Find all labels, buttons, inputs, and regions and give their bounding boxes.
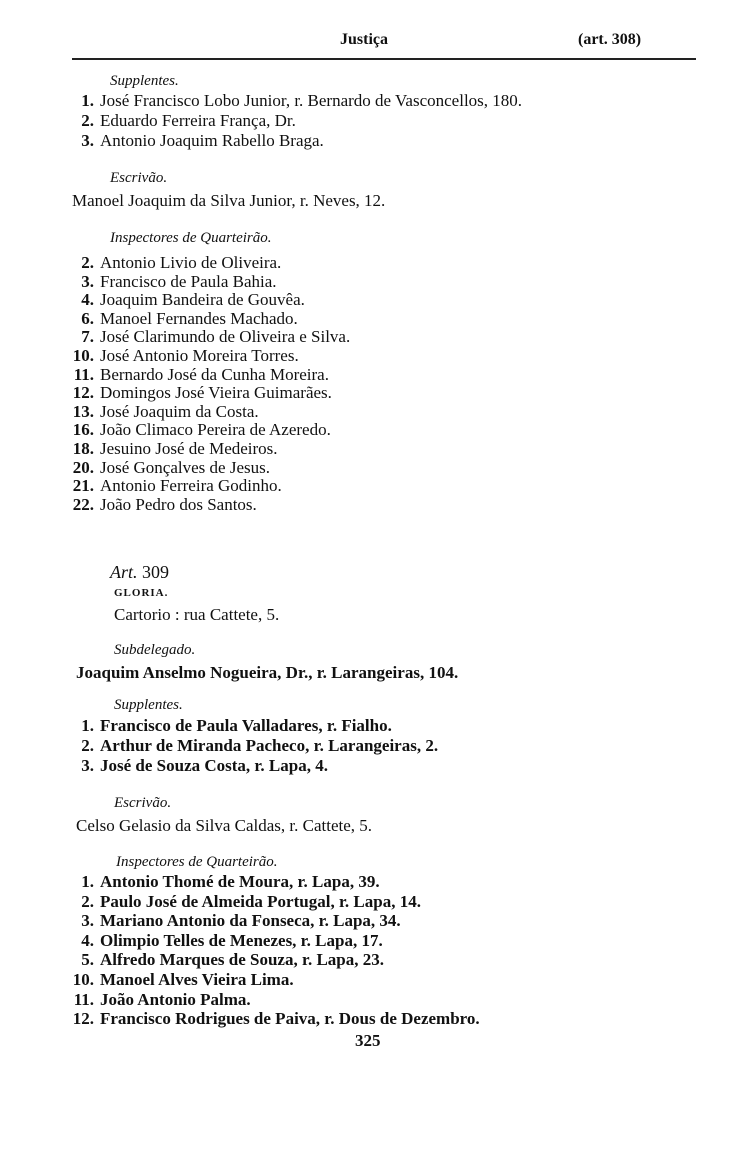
item-text: José de Souza Costa, r. Lapa, 4. [100, 756, 328, 775]
item-text: Mariano Antonio da Fonseca, r. Lapa, 34. [100, 911, 401, 931]
item-number: 3. [81, 911, 94, 931]
list-item [64, 91, 522, 111]
item-number: 3. [81, 131, 94, 150]
section-heading: Inspectores de Quarteirão. [110, 230, 272, 246]
running-header-title: Justiça [340, 31, 388, 48]
article-number: 309 [142, 562, 170, 582]
item-text: Alfredo Marques de Souza, r. Lapa, 23. [100, 950, 384, 970]
item-text: Jesuino José de Medeiros. [100, 439, 278, 458]
escrivao-entry: Manoel Joaquim da Silva Junior, r. Neves, 12. [72, 191, 386, 210]
item-text: Olimpio Telles de Menezes, r. Lapa, 17. [100, 930, 383, 950]
list-item [64, 420, 331, 440]
item-text: Antonio Joaquim Rabello Braga. [100, 131, 324, 150]
item-text: Joaquim Bandeira de Gouvêa. [100, 290, 305, 310]
list-item [64, 365, 329, 385]
item-number: 20. [72, 457, 94, 477]
item-number: 10. [72, 970, 94, 989]
list-item [64, 736, 438, 756]
item-number: 10. [72, 346, 94, 365]
list-item [64, 950, 384, 970]
list-item [64, 872, 380, 892]
list-item [64, 253, 281, 273]
item-number: 7. [81, 327, 94, 347]
list-item [64, 111, 296, 131]
item-text: Domingos José Vieira Guimarães. [100, 383, 332, 403]
list-item [64, 290, 305, 310]
list-item [64, 383, 332, 403]
list-item [64, 458, 270, 478]
item-number: 4. [81, 930, 94, 950]
page-number: 325 [355, 1031, 381, 1050]
list-item [64, 495, 257, 515]
item-number: 12. [72, 1009, 94, 1029]
item-number: 1. [81, 716, 94, 735]
item-text: João Climaco Pereira de Azeredo. [100, 420, 331, 440]
article-label: Art. [110, 562, 138, 582]
cartorio-address: Cartorio : rua Cattete, 5. [114, 605, 280, 624]
list-item [64, 439, 278, 459]
list-item [64, 327, 350, 347]
item-number: 2. [81, 253, 94, 272]
item-text: Eduardo Ferreira França, Dr. [100, 111, 296, 130]
list-item [64, 476, 282, 496]
list-item [64, 272, 277, 292]
item-number: 2. [81, 891, 94, 911]
list-item [64, 309, 298, 329]
item-number: 2. [81, 736, 94, 755]
section-heading: Escrivão. [114, 795, 172, 811]
list-item [64, 990, 251, 1010]
section-heading: Supplentes. [110, 73, 179, 89]
escrivao-entry: Celso Gelasio da Silva Caldas, r. Cattete, 5. [76, 816, 373, 835]
item-number: 2. [81, 111, 94, 130]
item-number: 5. [81, 950, 94, 970]
item-text: João Pedro dos Santos. [100, 494, 257, 514]
item-text: José Clarimundo de Oliveira e Silva. [100, 327, 351, 347]
item-number: 4. [81, 290, 94, 310]
item-text: Paulo José de Almeida Portugal, r. Lapa, 14. [100, 891, 421, 911]
item-number: 18. [72, 439, 94, 458]
list-item [64, 756, 328, 776]
district-name: GLORIA. [114, 587, 169, 599]
list-item [64, 970, 294, 990]
list-item [64, 931, 383, 951]
item-text: Antonio Livio de Oliveira. [100, 253, 282, 272]
subdelegado-entry: Joaquim Anselmo Nogueira, Dr., r. Larangeiras, 104. [76, 663, 459, 682]
item-text: José Joaquim da Costa. [100, 401, 259, 421]
item-text: José Francisco Lobo Junior, r. Bernardo de Vasconcellos, 180. [100, 91, 523, 110]
item-number: 3. [81, 271, 94, 291]
list-item [64, 911, 401, 931]
list-item [64, 892, 421, 912]
item-number: 6. [81, 308, 94, 328]
item-number: 1. [81, 91, 94, 110]
item-text: Francisco Rodrigues de Paiva, r. Dous de Dezembro. [100, 1009, 480, 1029]
item-number: 22. [72, 494, 94, 514]
item-text: Manoel Alves Vieira Lima. [100, 970, 294, 989]
item-number: 16. [72, 420, 94, 440]
section-heading: Subdelegado. [114, 642, 196, 658]
item-text: Antonio Ferreira Godinho. [100, 476, 282, 496]
item-number: 3. [81, 756, 94, 775]
item-text: José Antonio Moreira Torres. [100, 346, 299, 365]
header-rule [72, 58, 696, 60]
list-item [64, 1009, 480, 1029]
item-text: Arthur de Miranda Pacheco, r. Larangeiras, 2. [100, 736, 439, 755]
item-text: Francisco de Paula Valladares, r. Fialho. [100, 716, 392, 735]
section-heading: Inspectores de Quarteirão. [116, 854, 278, 870]
item-text: Bernardo José da Cunha Moreira. [100, 364, 329, 384]
item-number: 13. [72, 401, 94, 421]
list-item [64, 716, 392, 736]
running-header-article: (art. 308) [578, 31, 642, 48]
item-text: João Antonio Palma. [100, 989, 251, 1009]
article-heading [110, 562, 169, 582]
item-text: Antonio Thomé de Moura, r. Lapa, 39. [100, 872, 380, 891]
item-text: Francisco de Paula Bahia. [100, 271, 277, 291]
item-text: Manoel Fernandes Machado. [100, 308, 298, 328]
list-item [64, 346, 299, 366]
section-heading: Escrivão. [110, 170, 168, 186]
section-heading: Supplentes. [114, 697, 183, 713]
list-item [64, 402, 259, 422]
item-text: José Gonçalves de Jesus. [100, 457, 270, 477]
item-number: 11. [73, 364, 94, 384]
item-number: 1. [81, 872, 94, 891]
item-number: 11. [73, 989, 94, 1009]
item-number: 12. [72, 383, 94, 403]
list-item [64, 131, 324, 151]
item-number: 21. [72, 476, 94, 496]
